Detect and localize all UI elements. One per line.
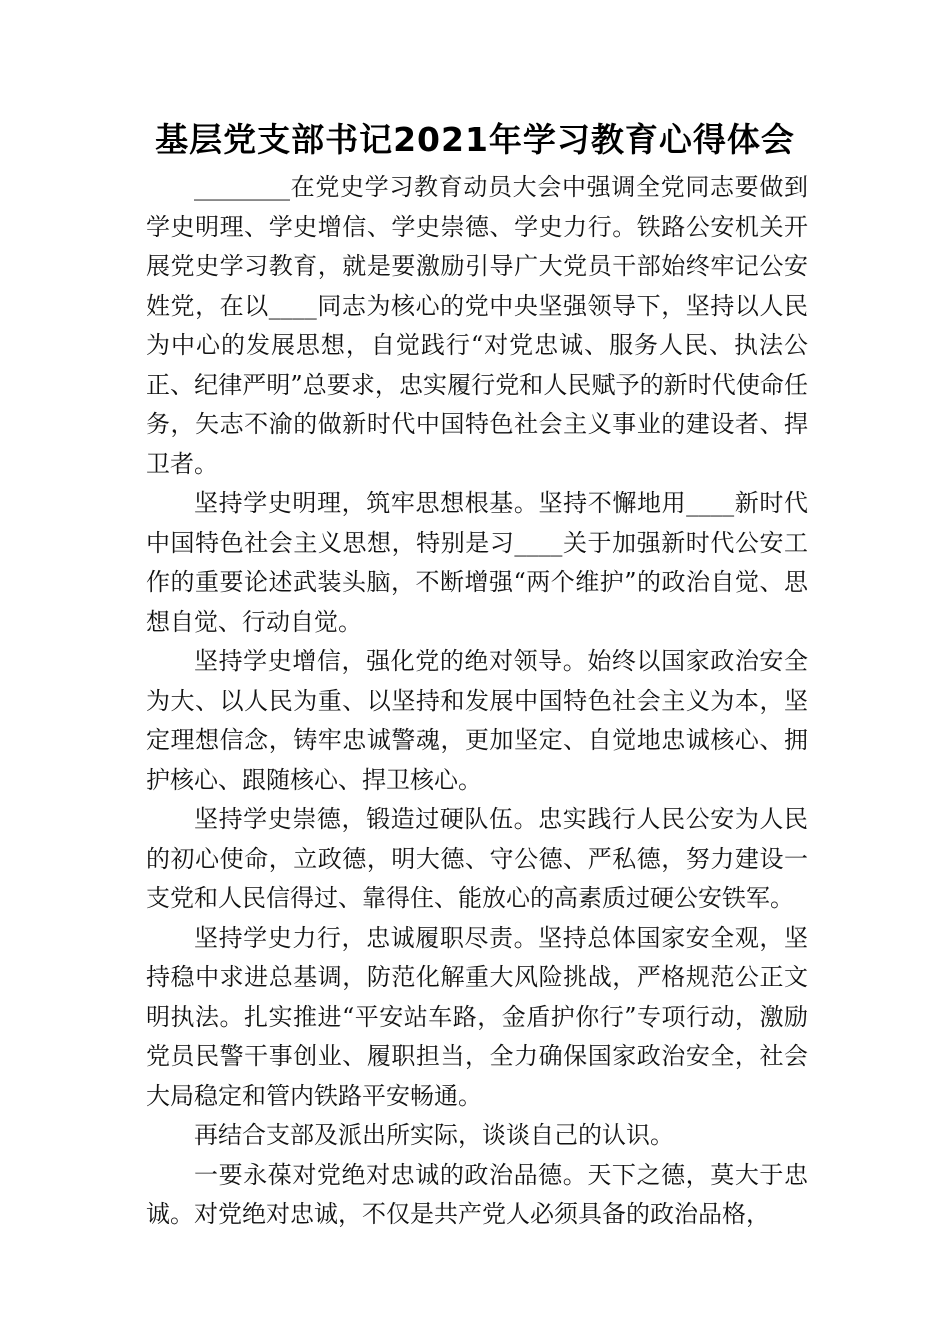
- paragraph-learn-history-virtue: 坚持学史崇德，锻造过硬队伍。忠实践行人民公安为人民的初心使命，立政德，明大德、守公德、严私德，努力建设一支党和人民信得过、靠得住、能放心的高素质过硬公安铁军。: [146, 805, 808, 912]
- paragraph-learn-history-faith: 坚持学史增信，强化党的绝对领导。始终以国家政治安全为大、以人民为重、以坚持和发展中国特色社会主义为本，坚定理想信念，铸牢忠诚警魂，更加坚定、自觉地忠诚核心、拥护核心、跟随核心、捍卫核心。: [146, 647, 808, 794]
- paragraph-learn-history-reason: 坚持学史明理，筑牢思想根基。坚持不懈地用____新时代中国特色社会主义思想，特别是习____关于加强新时代公安工作的重要论述武装头脑，不断增强“两个维护”的政治自觉、思想自觉、行动自觉。: [146, 489, 808, 636]
- paragraph-point-one: 一要永葆对党绝对忠诚的政治品德。天下之德，莫大于忠诚。对党绝对忠诚，不仅是共产党人必须具备的政治品格，: [146, 1160, 808, 1228]
- document-title: 基层党支部书记2021年学习教育心得体会: [155, 120, 795, 159]
- paragraph-transition: 再结合支部及派出所实际，谈谈自己的认识。: [194, 1121, 674, 1149]
- paragraph-intro: ________在党史学习教育动员大会中强调全党同志要做到学史明理、学史增信、学史崇德、学史力行。铁路公安机关开展党史学习教育，就是要激励引导广大党员干部始终牢记公安姓党，在以____同志为核心的党中央坚强领导下，坚持以人民为中心的发展思想，自觉践行“对党忠诚、服务人民、执法公正、纪律严明”总要求，忠实履行党和人民赋予的新时代使命任务，矢志不渝的做新时代中国特色社会主义事业的建设者、捍卫者。: [146, 173, 808, 478]
- paragraph-learn-history-action: 坚持学史力行，忠诚履职尽责。坚持总体国家安全观，坚持稳中求进总基调，防范化解重大风险挑战，严格规范公正文明执法。扎实推进“平安站车路，金盾护你行”专项行动，激励党员民警干事创业、履职担当，全力确保国家政治安全，社会大局稳定和管内铁路平安畅通。: [146, 923, 808, 1110]
- document-body: [146, 168, 808, 1235]
